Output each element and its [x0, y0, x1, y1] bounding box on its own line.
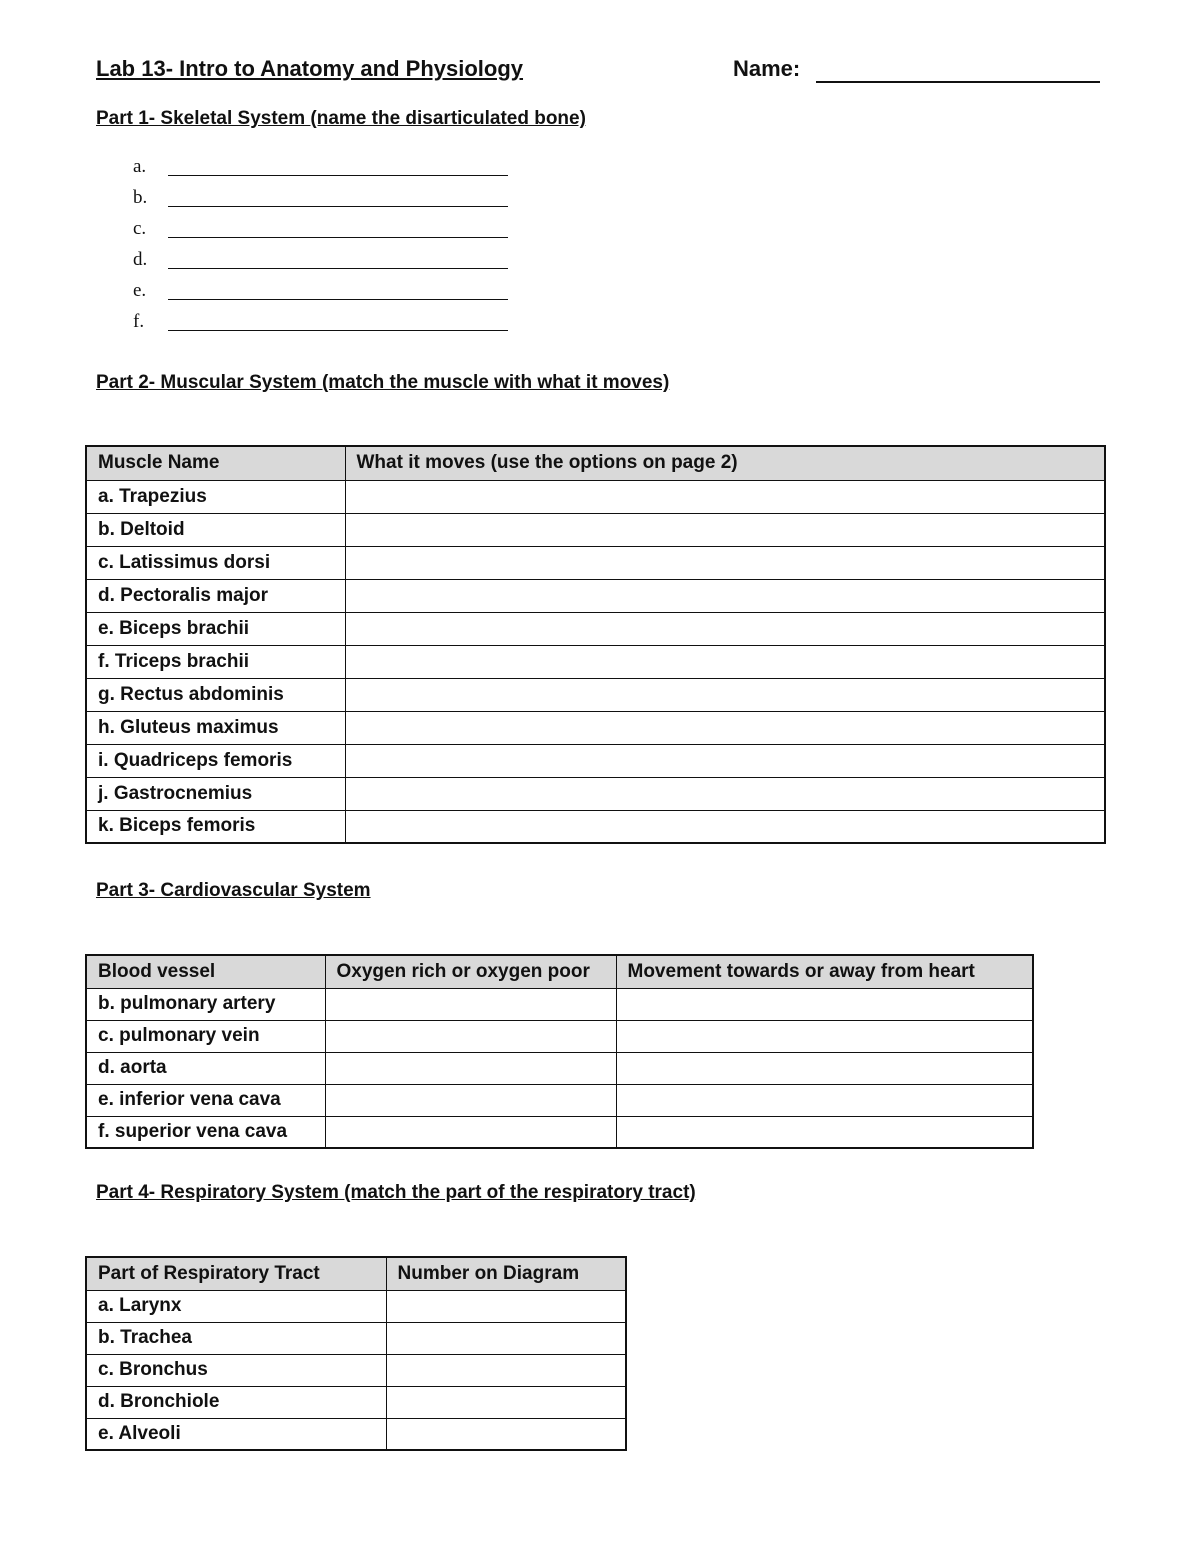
bone-answer-row [133, 156, 513, 186]
table-row [86, 810, 1105, 843]
column-header: Oxygen rich or oxygen poor [325, 955, 616, 988]
answer-cell[interactable] [345, 678, 1105, 711]
column-header: Blood vessel [86, 955, 325, 988]
bone-answer-row [133, 218, 513, 248]
table-row [86, 744, 1105, 777]
bone-letter: f. [133, 311, 145, 332]
muscle-name-cell: g. Rectus abdominis [86, 678, 345, 711]
page-title: Lab 13- Intro to Anatomy and Physiology [96, 56, 524, 81]
muscle-name-cell: b. Deltoid [86, 513, 345, 546]
table-header-row [86, 955, 1033, 988]
column-header: Part of Respiratory Tract [86, 1257, 386, 1290]
table-row [86, 1386, 626, 1418]
bone-letter: e. [133, 280, 147, 301]
muscle-name-cell: d. Pectoralis major [86, 579, 345, 612]
vessel-name-cell: c. pulmonary vein [86, 1020, 325, 1052]
bone-answer-line[interactable] [168, 237, 508, 238]
bone-letter: d. [133, 249, 148, 270]
answer-cell[interactable] [345, 744, 1105, 777]
answer-cell[interactable] [345, 777, 1105, 810]
direction-answer-cell[interactable] [616, 988, 1033, 1020]
table-row [86, 678, 1105, 711]
part2-heading: Part 2- Muscular System (match the muscle with what it moves) [96, 372, 670, 393]
answer-cell[interactable] [345, 810, 1105, 843]
table-row [86, 1084, 1033, 1116]
muscle-name-cell: i. Quadriceps femoris [86, 744, 345, 777]
answer-cell[interactable] [345, 513, 1105, 546]
name-blank-line[interactable] [816, 81, 1100, 83]
name-label: Name: [733, 56, 801, 81]
column-header: Muscle Name [86, 446, 345, 480]
direction-answer-cell[interactable] [616, 1020, 1033, 1052]
table-row [86, 1052, 1033, 1084]
respiratory-table [85, 1256, 627, 1451]
bone-answer-line[interactable] [168, 330, 508, 331]
muscle-name-cell: f. Triceps brachii [86, 645, 345, 678]
tract-part-cell: d. Bronchiole [86, 1386, 386, 1418]
table-row [86, 513, 1105, 546]
answer-cell[interactable] [345, 711, 1105, 744]
oxygen-answer-cell[interactable] [325, 1084, 616, 1116]
diagram-number-cell[interactable] [386, 1418, 626, 1450]
oxygen-answer-cell[interactable] [325, 1116, 616, 1148]
bone-answer-line[interactable] [168, 175, 508, 176]
table-row [86, 546, 1105, 579]
part4-heading: Part 4- Respiratory System (match the part of the respiratory tract) [96, 1182, 696, 1203]
table-header-row [86, 1257, 626, 1290]
tract-part-cell: b. Trachea [86, 1322, 386, 1354]
vessel-name-cell: d. aorta [86, 1052, 325, 1084]
direction-answer-cell[interactable] [616, 1052, 1033, 1084]
answer-cell[interactable] [345, 612, 1105, 645]
muscle-name-cell: j. Gastrocnemius [86, 777, 345, 810]
bone-answer-line[interactable] [168, 299, 508, 300]
diagram-number-cell[interactable] [386, 1322, 626, 1354]
table-row [86, 612, 1105, 645]
table-row [86, 1116, 1033, 1148]
tract-part-cell: c. Bronchus [86, 1354, 386, 1386]
vessel-name-cell: e. inferior vena cava [86, 1084, 325, 1116]
table-row [86, 1290, 626, 1322]
oxygen-answer-cell[interactable] [325, 1020, 616, 1052]
column-header: What it moves (use the options on page 2) [345, 446, 1105, 480]
diagram-number-cell[interactable] [386, 1354, 626, 1386]
column-header: Movement towards or away from heart [616, 955, 1033, 988]
bone-answer-row [133, 249, 513, 279]
column-header: Number on Diagram [386, 1257, 626, 1290]
muscle-name-cell: h. Gluteus maximus [86, 711, 345, 744]
table-row [86, 1418, 626, 1450]
answer-cell[interactable] [345, 645, 1105, 678]
vessel-name-cell: b. pulmonary artery [86, 988, 325, 1020]
muscle-name-cell: c. Latissimus dorsi [86, 546, 345, 579]
table-row [86, 1354, 626, 1386]
table-row [86, 645, 1105, 678]
table-row [86, 1322, 626, 1354]
direction-answer-cell[interactable] [616, 1116, 1033, 1148]
bone-letter: c. [133, 218, 147, 239]
vessel-name-cell: f. superior vena cava [86, 1116, 325, 1148]
part3-heading: Part 3- Cardiovascular System [96, 880, 371, 901]
answer-cell[interactable] [345, 546, 1105, 579]
muscle-name-cell: e. Biceps brachii [86, 612, 345, 645]
table-row [86, 988, 1033, 1020]
answer-cell[interactable] [345, 579, 1105, 612]
muscle-name-cell: k. Biceps femoris [86, 810, 345, 843]
table-row [86, 777, 1105, 810]
table-header-row [86, 446, 1105, 480]
bone-answer-row [133, 280, 513, 310]
table-row [86, 579, 1105, 612]
tract-part-cell: a. Larynx [86, 1290, 386, 1322]
bone-answer-line[interactable] [168, 268, 508, 269]
bone-letter: b. [133, 187, 148, 208]
bone-answer-line[interactable] [168, 206, 508, 207]
bone-letter: a. [133, 156, 147, 177]
bone-answer-row [133, 187, 513, 217]
diagram-number-cell[interactable] [386, 1386, 626, 1418]
answer-cell[interactable] [345, 480, 1105, 513]
muscle-name-cell: a. Trapezius [86, 480, 345, 513]
muscle-table [85, 445, 1106, 844]
direction-answer-cell[interactable] [616, 1084, 1033, 1116]
oxygen-answer-cell[interactable] [325, 988, 616, 1020]
bone-answer-row [133, 311, 513, 341]
table-row [86, 711, 1105, 744]
diagram-number-cell[interactable] [386, 1290, 626, 1322]
blood-vessel-table [85, 954, 1034, 1149]
part1-heading: Part 1- Skeletal System (name the disarticulated bone) [96, 108, 586, 129]
table-row [86, 480, 1105, 513]
oxygen-answer-cell[interactable] [325, 1052, 616, 1084]
table-row [86, 1020, 1033, 1052]
tract-part-cell: e. Alveoli [86, 1418, 386, 1450]
